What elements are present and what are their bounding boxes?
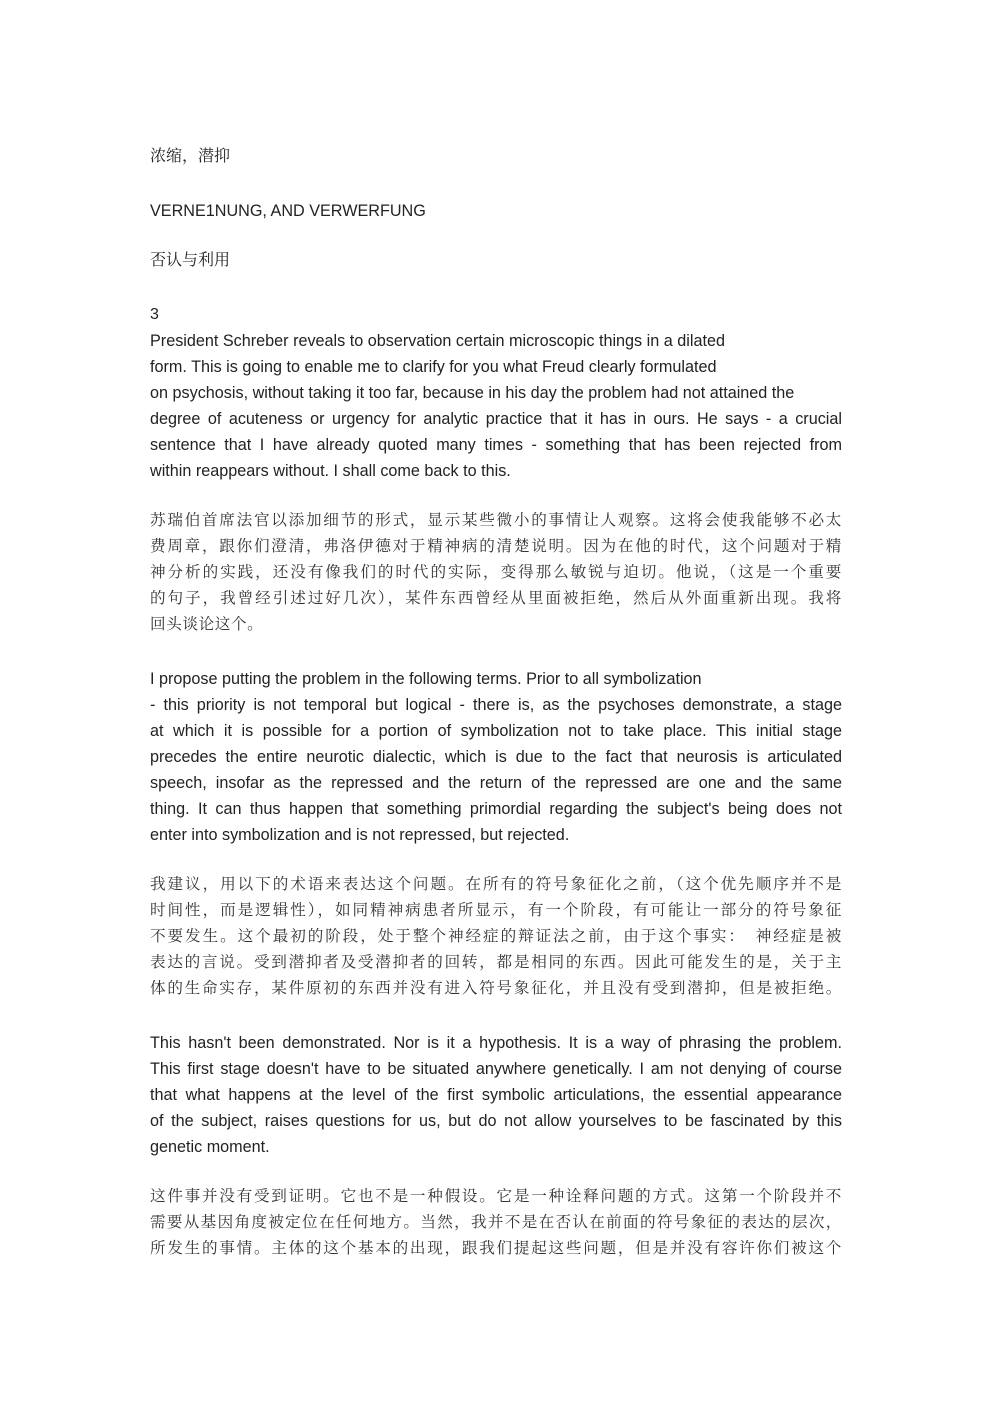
paragraph-line: enter into symbolization and is not repressed, but rejected.	[150, 826, 570, 844]
paragraph-line: 不要发生。这个最初的阶段，处于整个神经症的辩证法之前，由于这个事实： 神经症是被	[150, 927, 842, 945]
paragraph-line: 的句子，我曾经引述过好几次），某件东西曾经从里面被拒绝，然后从外面重新出现。我将	[150, 589, 842, 607]
paragraph-line: 时间性，而是逻辑性），如同精神病患者所显示，有一个阶段，有可能让一部分的符号象征	[150, 901, 842, 919]
paragraph-line: on psychosis, without taking it too far, because in his day the problem had not attained the	[150, 384, 795, 402]
paragraph-line: 表达的言说。受到潜抑者及受潜抑者的回转，都是相同的东西。因此可能发生的是，关于主	[150, 953, 842, 971]
english-heading: VERNE1NUNG, AND VERWERFUNG	[150, 202, 426, 220]
paragraph-line: 苏瑞伯首席法官以添加细节的形式，显示某些微小的事情让人观察。这将会使我能够不必太	[150, 511, 842, 529]
paragraph-line: of the subject, raises questions for us, but do not allow yourselves to be fascinated by this	[150, 1112, 842, 1130]
paragraph-line: 这件事并没有受到证明。它也不是一种假设。它是一种诠释问题的方式。这第一个阶段并不	[150, 1187, 842, 1205]
chinese-subheading: 否认与利用	[150, 250, 231, 269]
paragraph-zh-3	[150, 1183, 842, 1261]
paragraph-line: 我建议，用以下的术语来表达这个问题。在所有的符号象征化之前，（这个优先顺序并不是	[150, 875, 842, 893]
paragraph-line: This first stage doesn't have to be situated anywhere genetically. I am not denying of course	[150, 1060, 842, 1078]
paragraph-line: at which it is possible for a portion of symbolization not to take place. This initial stage	[150, 722, 842, 740]
paragraph-zh-2	[150, 871, 842, 1001]
paragraph-line: - this priority is not temporal but logical - there is, as the psychoses demonstrate, a stage	[150, 696, 842, 714]
paragraph-en-3	[150, 1030, 842, 1160]
paragraph-line: degree of acuteness or urgency for analytic practice that it has in ours. He says - a crucial	[150, 410, 842, 428]
paragraph-line: I propose putting the problem in the following terms. Prior to all symbolization	[150, 670, 702, 688]
paragraph-line: 神分析的实践，还没有像我们的时代的实际，变得那么敏锐与迫切。他说，（这是一个重要	[150, 563, 842, 581]
paragraph-line: sentence that I have already quoted many times - something that has been rejected from	[150, 436, 842, 454]
paragraph-line: speech, insofar as the repressed and the return of the repressed are one and the same	[150, 774, 842, 792]
paragraph-line: This hasn't been demonstrated. Nor is it a hypothesis. It is a way of phrasing the problem.	[150, 1034, 842, 1052]
section-number: 3	[150, 306, 159, 323]
paragraph-line: that what happens at the level of the first symbolic articulations, the essential appearance	[150, 1086, 842, 1104]
paragraph-en-2	[150, 666, 842, 848]
paragraph-line: 需要从基因角度被定位在任何地方。当然，我并不是在否认在前面的符号象征的表达的层次，	[150, 1213, 842, 1231]
paragraph-line: form. This is going to enable me to clarify for you what Freud clearly formulated	[150, 358, 717, 376]
paragraph-line: 所发生的事情。主体的这个基本的出现，跟我们提起这些问题，但是并没有容许你们被这个	[150, 1239, 842, 1257]
paragraph-line: President Schreber reveals to observation certain microscopic things in a dilated	[150, 332, 725, 350]
paragraph-line: thing. It can thus happen that something primordial regarding the subject's being does not	[150, 800, 842, 818]
paragraph-line: precedes the entire neurotic dialectic, which is due to the fact that neurosis is articulated	[150, 748, 842, 766]
paragraph-line: genetic moment.	[150, 1138, 270, 1156]
paragraph-line: 回头谈论这个。	[150, 615, 264, 633]
paragraph-line: within reappears without. I shall come back to this.	[150, 462, 511, 480]
paragraph-en-1	[150, 328, 842, 484]
paragraph-zh-1	[150, 507, 842, 637]
paragraph-line: 体的生命实存，某件原初的东西并没有进入符号象征化，并且没有受到潜抑，但是被拒绝。	[150, 979, 842, 997]
paragraph-line: 费周章，跟你们澄清，弗洛伊德对于精神病的清楚说明。因为在他的时代，这个问题对于精	[150, 537, 842, 555]
chinese-heading: 浓缩，潜抑	[150, 146, 231, 165]
